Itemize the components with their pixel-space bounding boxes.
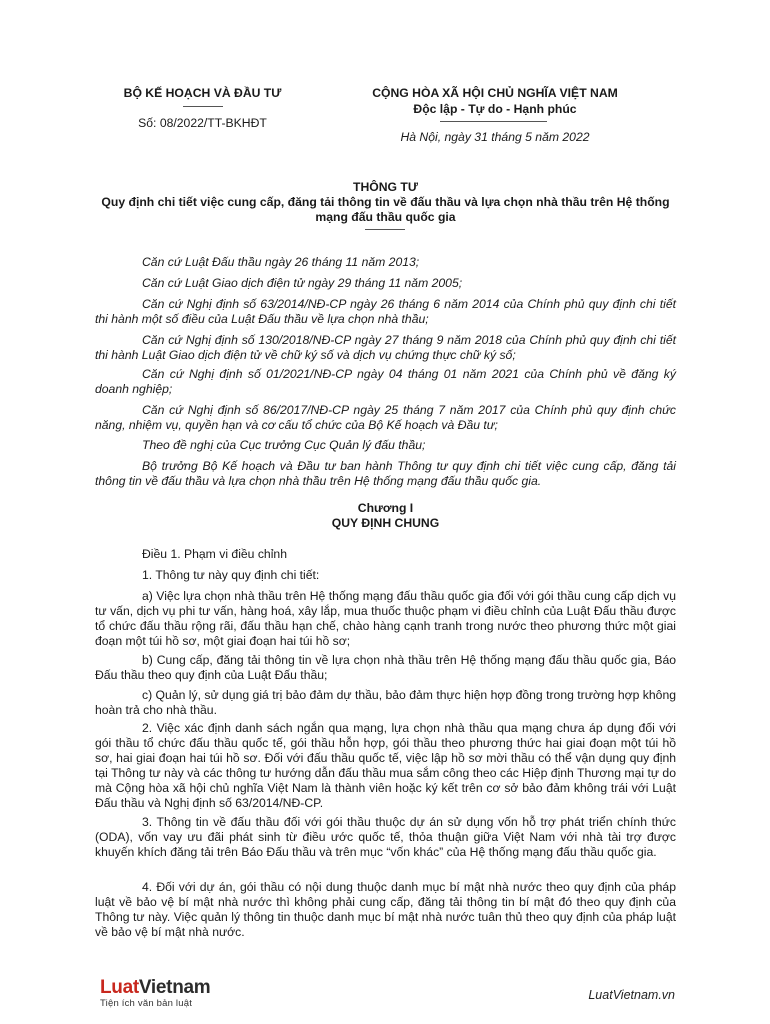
- chapter-number: Chương I: [357, 501, 414, 515]
- logo-text-luat: Luat: [100, 977, 139, 998]
- clause-4: 4. Đối với dự án, gói thầu có nội dung thuộc danh mục bí mật nhà nước theo quy định của pháp luật về bảo vệ bí mật nhà nước thì không phải cung cấp, đăng tải thông tin bí mật đó theo quy định của Thông tư này. Việc quản lý thông tin thuộc danh mục bí mật nhà nước tuân thủ theo quy định của pháp luật về bảo vệ bí mật nhà nước.: [95, 880, 676, 939]
- preamble-8: Bộ trưởng Bộ Kế hoạch và Đầu tư ban hành Thông tư quy định chi tiết việc cung cấp, đăng tải thông tin về đấu thầu và lựa chọn nhà thầu trên Hệ thống mạng đấu thầu quốc gia.: [95, 459, 676, 488]
- document-number: Số: 08/2022/TT-BKHĐT: [138, 116, 267, 130]
- preamble-6: Căn cứ Nghị định số 86/2017/NĐ-CP ngày 25 tháng 7 năm 2017 của Chính phủ quy định chức năng, nhiệm vụ, quyền hạn và cơ cấu tổ chức của Bộ Kế hoạch và Đầu tư;: [95, 403, 676, 432]
- ministry-underline: [183, 106, 223, 107]
- republic-name: CỘNG HÒA XÃ HỘI CHỦ NGHĨA VIỆT NAM: [372, 86, 618, 100]
- luatvietnam-logo[interactable]: [100, 978, 240, 1009]
- point-a: a) Việc lựa chọn nhà thầu trên Hệ thống mạng đấu thầu quốc gia đối với gói thầu cung cấp dịch vụ tư vấn, dịch vụ phi tư vấn, hàng hoá, xây lắp, mua thuốc thuộc phạm vi điều chỉnh của Luật Đấu thầu được tổ chức đấu thầu rộng rãi, đấu thầu hạn chế, chào hàng cạnh tranh trong nước theo phương thức một giai đoạn một túi hồ sơ, một giai đoạn hai túi hồ sơ;: [95, 589, 676, 648]
- logo-text-vietnam: Vietnam: [138, 977, 211, 998]
- clause-1: 1. Thông tư này quy định chi tiết:: [142, 568, 320, 582]
- preamble-3: Căn cứ Nghị định số 63/2014/NĐ-CP ngày 26 tháng 6 năm 2014 của Chính phủ quy định chi tiết thi hành một số điều của Luật Đấu thầu về lựa chọn nhà thầu;: [95, 297, 676, 326]
- preamble-2: Căn cứ Luật Giao dịch điện tử ngày 29 tháng 11 năm 2005;: [142, 276, 463, 290]
- preamble-4: Căn cứ Nghị định số 130/2018/NĐ-CP ngày 27 tháng 9 năm 2018 của Chính phủ quy định chi tiết thi hành Luật Giao dịch điện tử về chữ ký số và dịch vụ chứng thực chữ ký số;: [95, 333, 676, 362]
- site-link[interactable]: LuatVietnam.vn: [588, 988, 675, 1002]
- preamble-5: Căn cứ Nghị định số 01/2021/NĐ-CP ngày 04 tháng 01 năm 2021 của Chính phủ về đăng ký doanh nghiệp;: [95, 367, 676, 396]
- article-1-heading: Điều 1. Phạm vi điều chỉnh: [142, 547, 287, 561]
- motto-underline: [440, 121, 547, 122]
- clause-3: 3. Thông tin về đấu thầu đối với gói thầu thuộc dự án sử dụng vốn hỗ trợ phát triển chính thức (ODA), vốn vay ưu đãi phát sinh từ điều ước quốc tế, thỏa thuận giữa Việt Nam với nhà tài trợ được khuyến khích đăng tải trên Báo Đấu thầu và trên mục “vốn khác” của Hệ thống mạng đấu thầu quốc gia.: [95, 815, 676, 859]
- issuing-agency-block: [95, 86, 310, 101]
- preamble-1: Căn cứ Luật Đấu thầu ngày 26 tháng 11 năm 2013;: [142, 255, 420, 269]
- preamble-7: Theo đề nghị của Cục trưởng Cục Quản lý đấu thầu;: [142, 438, 426, 452]
- ministry-name: BỘ KẾ HOẠCH VÀ ĐẦU TƯ: [123, 86, 282, 100]
- clause-2: 2. Việc xác định danh sách ngắn qua mạng, lựa chọn nhà thầu qua mạng chưa áp dụng đối với gói thầu tổ chức đấu thầu quốc tế, gói thầu hỗn hợp, gói thầu theo phương thức hai giai đoạn một túi hồ sơ, hai giai đoạn hai túi hồ sơ. Đối với đấu thầu quốc tế, việc lập hồ sơ mời thầu có thể vận dụng quy định tại Thông tư này và các thông tư hướng dẫn đấu thầu mua sắm công theo các Hiệp định Thương mại tự do mà Cộng hòa xã hội chủ nghĩa Việt Nam là thành viên hoặc ký kết trên cơ sở bảo đảm không trái với Luật Đấu thầu và Nghị định số 63/2014/NĐ-CP.: [95, 721, 676, 810]
- document-subject: Quy định chi tiết việc cung cấp, đăng tải thông tin về đấu thầu và lựa chọn nhà thầu trên Hệ thống mạng đấu thầu quốc gia: [101, 195, 670, 224]
- logo-tagline: Tiện ích văn bản luật: [100, 998, 193, 1009]
- place-date: Hà Nội, ngày 31 tháng 5 năm 2022: [400, 130, 590, 144]
- document-type: THÔNG TƯ: [353, 180, 418, 194]
- chapter-name: QUY ĐỊNH CHUNG: [331, 516, 440, 530]
- national-motto: Độc lập - Tự do - Hạnh phúc: [413, 102, 577, 116]
- title-underline: [365, 229, 405, 230]
- point-b: b) Cung cấp, đăng tải thông tin về lựa chọn nhà thầu trên Hệ thống mạng đấu thầu quốc gia, Báo Đấu thầu theo quy định của Luật Đấu thầu;: [95, 653, 676, 682]
- point-c: c) Quản lý, sử dụng giá trị bảo đảm dự thầu, bảo đảm thực hiện hợp đồng trong trường hợp không hoàn trả cho nhà thầu.: [95, 688, 676, 717]
